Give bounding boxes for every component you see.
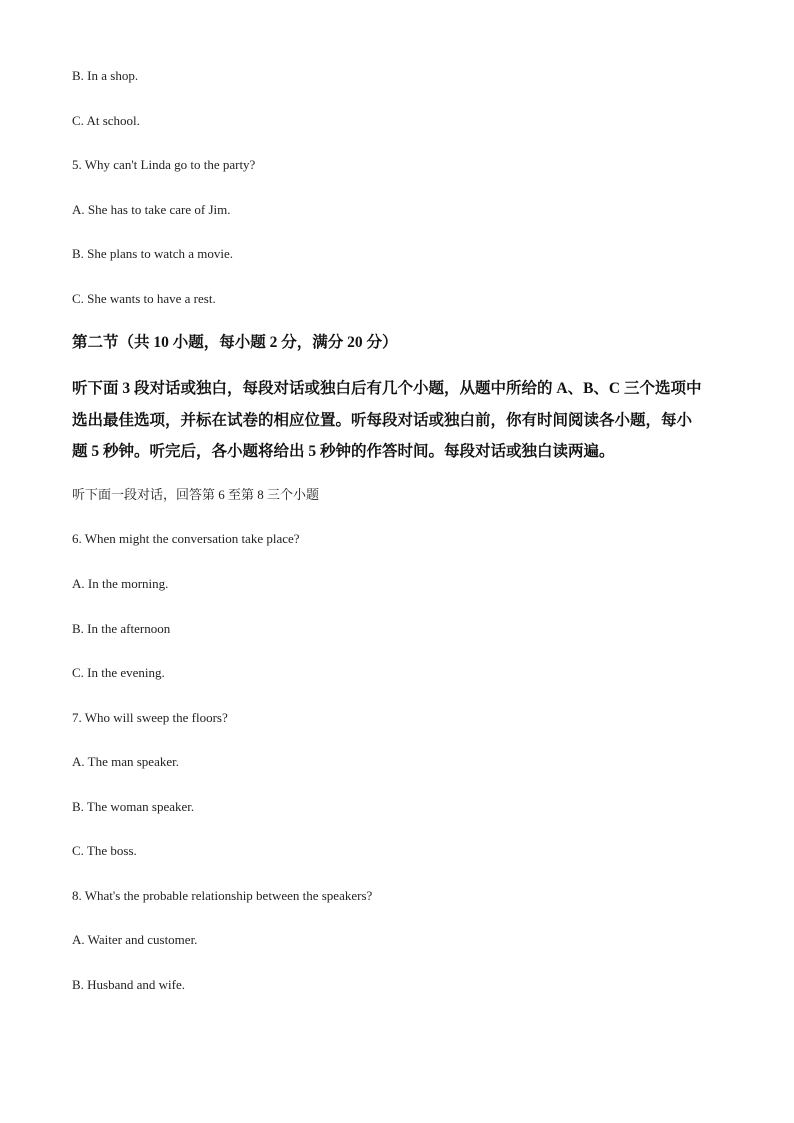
q5-option-b: B. She plans to watch a movie. xyxy=(72,246,234,261)
option-c-school: C. At school. xyxy=(72,113,140,128)
q5-option-c: C. She wants to have a rest. xyxy=(72,291,216,306)
question-7: 7. Who will sweep the floors? xyxy=(72,710,228,725)
question-6: 6. When might the conversation take place? xyxy=(72,531,300,546)
q7-option-a: A. The man speaker. xyxy=(72,754,179,769)
q7-option-b: B. The woman speaker. xyxy=(72,799,195,814)
instructions-line-1: 听下面 3 段对话或独白，每段对话或独白后有几个小题，从题中所给的 A、B、C 三个选项中 xyxy=(72,380,702,397)
q8-option-a: A. Waiter and customer. xyxy=(72,932,198,947)
instructions-line-2: 选出最佳选项，并标在试卷的相应位置。听每段对话或独白前，你有时间阅读各小题，每小 xyxy=(72,411,693,429)
q6-option-b: B. In the afternoon xyxy=(72,621,171,636)
q6-option-c: C. In the evening. xyxy=(72,665,165,680)
q6-option-a: A. In the morning. xyxy=(72,576,169,591)
option-b-shop: B. In a shop. xyxy=(72,68,139,83)
question-8: 8. What's the probable relationship between the speakers? xyxy=(72,888,373,903)
instructions-line-3: 题 5 秒钟。听完后，各小题将给出 5 秒钟的作答时间。每段对话或独白读两遍。 xyxy=(72,443,615,460)
dialogue-instruction: 听下面一段对话，回答第 6 至第 8 三个小题 xyxy=(72,487,320,502)
section-instructions xyxy=(72,373,724,468)
question-5: 5. Why can't Linda go to the party? xyxy=(72,157,256,172)
q8-option-b: B. Husband and wife. xyxy=(72,977,186,992)
q5-option-a: A. She has to take care of Jim. xyxy=(72,202,231,217)
section-title: 第二节（共 10 小题，每小题 2 分，满分 20 分） xyxy=(72,334,398,351)
q7-option-c: C. The boss. xyxy=(72,843,137,858)
